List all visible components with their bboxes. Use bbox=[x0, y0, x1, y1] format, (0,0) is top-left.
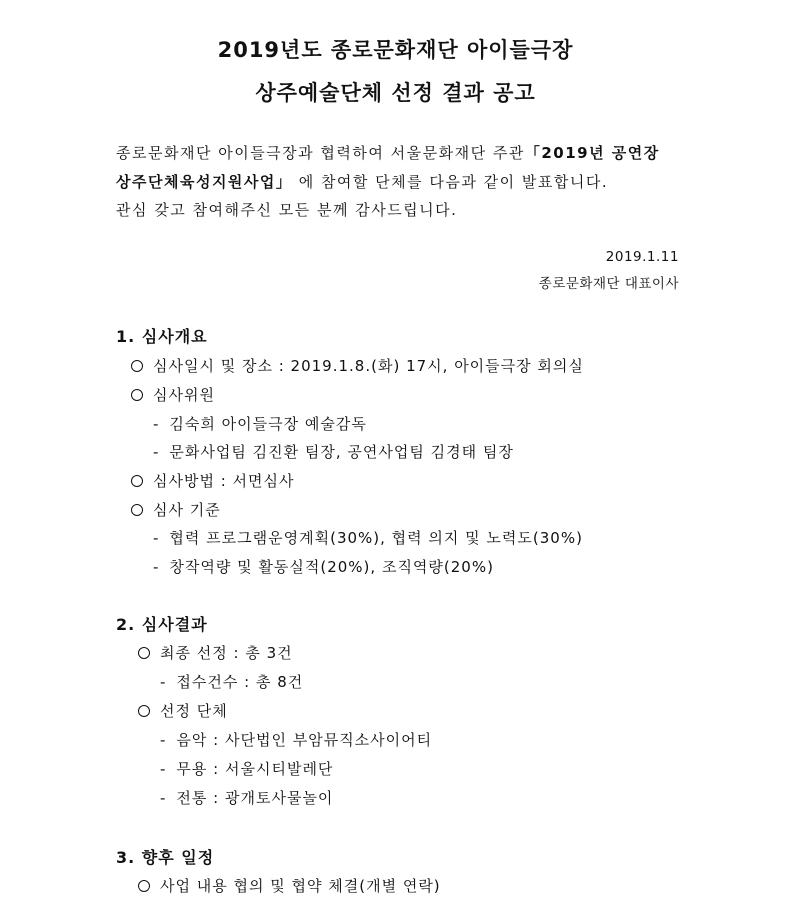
intro-line-1 bbox=[116, 142, 660, 163]
list-item-text: 전통 : 광개토사물놀이 bbox=[176, 789, 334, 807]
circle-icon bbox=[138, 647, 150, 659]
list-item-text: 무용 : 서울시티발레단 bbox=[176, 760, 334, 778]
list-item bbox=[153, 413, 367, 434]
list-item-text: 김숙희 아이들극장 예술감독 bbox=[169, 415, 367, 433]
page-title: 2019년도 종로문화재단 아이들극장 bbox=[217, 38, 574, 62]
dash-mark: - bbox=[160, 789, 167, 807]
list-item bbox=[153, 527, 583, 548]
circle-icon bbox=[138, 880, 150, 892]
notice-signer: 종로문화재단 대표이사 bbox=[538, 276, 679, 292]
intro-line-3: 관심 갖고 참여해주신 모든 분께 감사드립니다. bbox=[116, 201, 458, 219]
list-item bbox=[131, 384, 215, 405]
dash-mark: - bbox=[160, 673, 167, 691]
list-item-text: 접수건수 : 총 8건 bbox=[176, 673, 304, 691]
list-item bbox=[160, 671, 303, 692]
list-item-text: 최종 선정 : 총 3건 bbox=[160, 644, 293, 662]
list-item-text: 음악 : 사단법인 부암뮤직소사이어티 bbox=[176, 731, 433, 749]
list-item-text: 심사일시 및 장소 : 2019.1.8.(화) 17시, 아이들극장 회의실 bbox=[153, 357, 584, 375]
list-item bbox=[153, 556, 494, 577]
intro-program-name-end: 상주단체육성지원사업」 bbox=[116, 173, 293, 191]
circle-icon bbox=[131, 360, 143, 372]
section-3-heading: 3. 향후 일정 bbox=[116, 848, 215, 867]
list-item-text: 심사 기준 bbox=[153, 501, 221, 519]
section-1-heading: 1. 심사개요 bbox=[116, 327, 208, 346]
list-item bbox=[138, 875, 441, 896]
dash-mark: - bbox=[153, 558, 160, 576]
circle-icon bbox=[131, 389, 143, 401]
page-subtitle: 상주예술단체 선정 결과 공고 bbox=[255, 81, 536, 105]
intro-line-2 bbox=[116, 171, 608, 192]
list-item bbox=[131, 470, 295, 491]
dash-mark: - bbox=[160, 760, 167, 778]
circle-icon bbox=[131, 504, 143, 516]
dash-mark: - bbox=[153, 415, 160, 433]
section-2-heading: 2. 심사결과 bbox=[116, 615, 208, 634]
circle-icon bbox=[138, 705, 150, 717]
list-item bbox=[138, 700, 228, 721]
list-item bbox=[131, 355, 584, 376]
dash-mark: - bbox=[153, 529, 160, 547]
list-item bbox=[160, 787, 333, 808]
list-item bbox=[153, 441, 514, 462]
dash-mark: - bbox=[153, 443, 160, 461]
list-item-text: 협력 프로그램운영계획(30%), 협력 의지 및 노력도(30%) bbox=[169, 529, 583, 547]
list-item bbox=[131, 499, 221, 520]
list-item-text: 창작역량 및 활동실적(20%), 조직역량(20%) bbox=[169, 558, 494, 576]
list-item bbox=[160, 729, 432, 750]
list-item-text: 심사방법 : 서면심사 bbox=[153, 472, 295, 490]
dash-mark: - bbox=[160, 731, 167, 749]
list-item bbox=[160, 758, 333, 779]
intro-line-2-text: 에 참여할 단체를 다음과 같이 발표합니다. bbox=[298, 173, 609, 191]
intro-program-name-start: 「2019년 공연장 bbox=[524, 144, 660, 162]
notice-date: 2019.1.11 bbox=[605, 249, 679, 265]
list-item-text: 심사위원 bbox=[153, 386, 215, 404]
intro-line-1-text: 종로문화재단 아이들극장과 협력하여 서울문화재단 주관 bbox=[116, 144, 525, 162]
list-item-text: 선정 단체 bbox=[160, 702, 228, 720]
circle-icon bbox=[131, 475, 143, 487]
list-item-text: 사업 내용 협의 및 협약 체결(개별 연락) bbox=[160, 877, 441, 895]
list-item bbox=[138, 642, 293, 663]
list-item-text: 문화사업팀 김진환 팀장, 공연사업팀 김경태 팀장 bbox=[169, 443, 514, 461]
